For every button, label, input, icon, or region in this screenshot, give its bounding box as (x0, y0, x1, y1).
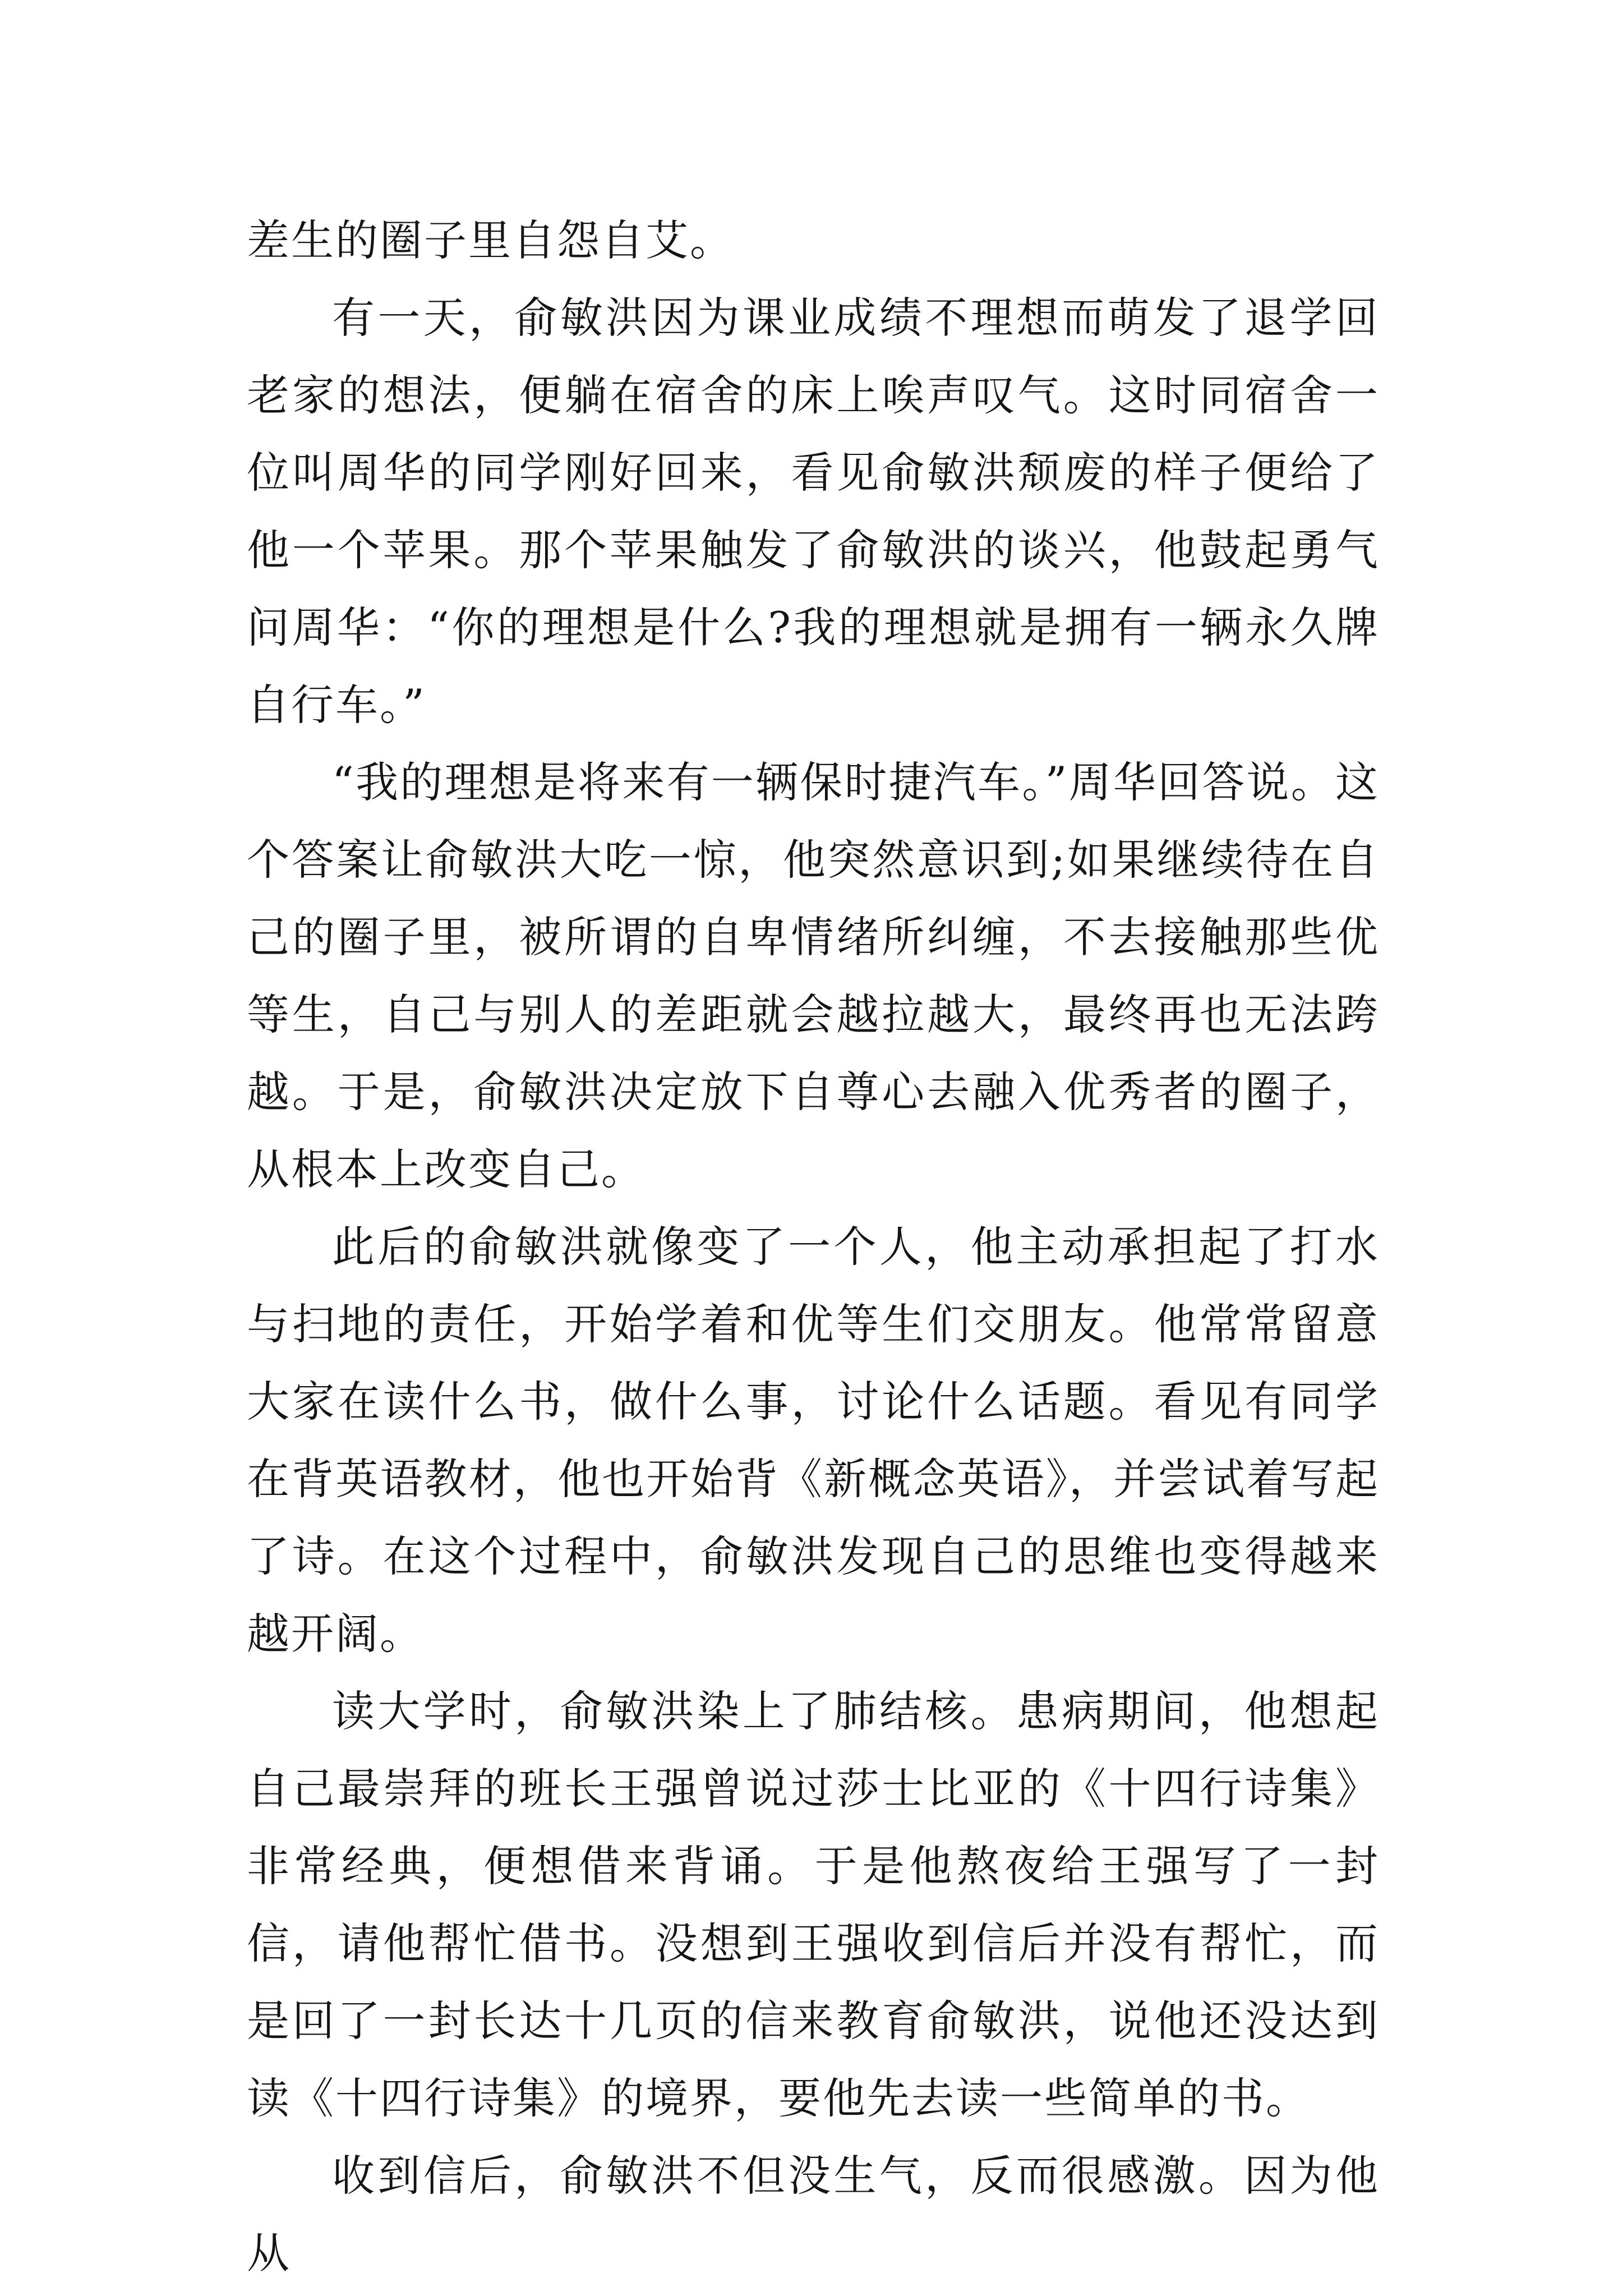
paragraph: 有一天，俞敏洪因为课业成绩不理想而萌发了退学回老家的想法，便躺在宿舍的床上唉声叹气。这时同宿舍一位叫周华的同学刚好回来，看见俞敏洪颓废的样子便给了他一个苹果。那个苹果触发了俞敏洪的谈兴，他鼓起勇气问周华：“你的理想是什么?我的理想就是拥有一辆永久牌自行车。” (247, 293, 1380, 730)
body-text (247, 202, 1380, 2292)
paragraph: “我的理想是将来有一辆保时捷汽车。”周华回答说。这个答案让俞敏洪大吃一惊，他突然意识到;如果继续待在自己的圈子里，被所谓的自卑情绪所纠缠，不去接触那些优等生，自己与别人的差距就会越拉越大，最终再也无法跨越。于是，俞敏洪决定放下自尊心去融入优秀者的圈子，从根本上改变自己。 (247, 757, 1380, 1194)
paragraph: 此后的俞敏洪就像变了一个人，他主动承担起了打水与扫地的责任，开始学着和优等生们交朋友。他常常留意大家在读什么书，做什么事，讨论什么话题。看见有同学在背英语教材，他也开始背《新概念英语》，并尝试着写起了诗。在这个过程中，俞敏洪发现自己的思维也变得越来越开阔。 (247, 1222, 1380, 1659)
paragraph: 读大学时，俞敏洪染上了肺结核。患病期间，他想起自己最崇拜的班长王强曾说过莎士比亚的《十四行诗集》非常经典，便想借来背诵。于是他熬夜给王强写了一封信，请他帮忙借书。没想到王强收到信后并没有帮忙，而是回了一封长达十几页的信来教育俞敏洪，说他还没达到读《十四行诗集》的境界，要他先去读一些简单的书。 (247, 1686, 1380, 2123)
paragraph: 收到信后，俞敏洪不但没生气，反而很感激。因为他从 (247, 2151, 1380, 2278)
paragraph-continuation: 差生的圈子里自怨自艾。 (247, 215, 734, 265)
